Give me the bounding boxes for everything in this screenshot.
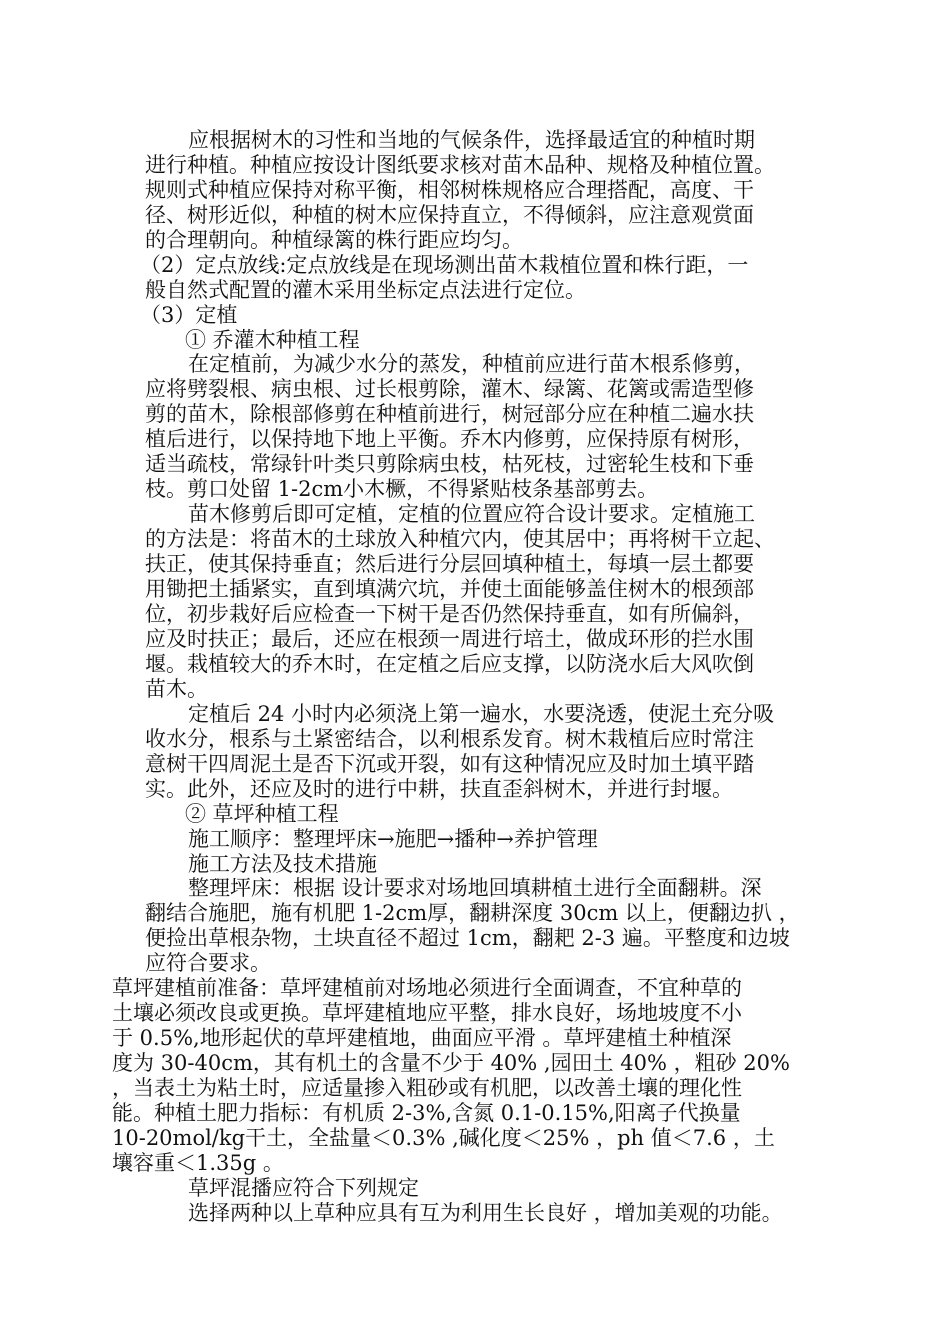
paragraph-line: 收水分，根系与土紧密结合，以利根系发育。树木栽植后应时常注 bbox=[145, 727, 754, 751]
paragraph-line: 意树干四周泥土是否下沉或开裂，如有这种情况应及时加土填平踏 bbox=[145, 752, 754, 776]
paragraph-line: 在定植前，为减少水分的蒸发，种植前应进行苗木根系修剪， bbox=[188, 352, 755, 376]
paragraph-line: 扶正，使其保持垂直；然后进行分层回填种植土，每填一层土都要 bbox=[145, 552, 754, 576]
paragraph-line: 于 0.5%,地形起伏的草坪建植地，曲面应平滑 。草坪建植土种植深 bbox=[112, 1026, 732, 1050]
paragraph-line: 适当疏枝，常绿针叶类只剪除病虫枝，枯死枝，过密轮生枝和下垂 bbox=[145, 452, 754, 476]
paragraph-line: 翻结合施肥，施有机肥 1-2cm厚，翻耕深度 30cm 以上，便翻边扒 ， bbox=[145, 901, 800, 925]
paragraph-line: 苗木修剪后即可定植，定植的位置应符合设计要求。定植施工 bbox=[188, 502, 755, 526]
paragraph-line: 10-20mol/kg干土，全盐量＜0.3% ,碱化度＜25% ，ph 值＜7.6 ，土 bbox=[112, 1126, 775, 1150]
paragraph-line: 壤容重＜1.35g 。 bbox=[112, 1151, 284, 1175]
paragraph-line: 实。此外，还应及时的进行中耕，扶直歪斜树木，并进行封堰。 bbox=[145, 777, 733, 801]
paragraph-line: 应根据树木的习性和当地的气候条件，选择最适宜的种植时期 bbox=[188, 128, 755, 152]
section-heading-line: （2）定点放线:定点放线是在现场测出苗木栽植位置和株行距，一 bbox=[140, 253, 749, 277]
subsection-heading: ① 乔灌木种植工程 bbox=[185, 328, 360, 352]
paragraph-line: 选择两种以上草种应具有互为利用生长良好 ，增加美观的功能。 bbox=[188, 1201, 783, 1225]
paragraph-line: 土壤必须改良或更换。草坪建植地应平整，排水良好，场地坡度不小 bbox=[112, 1001, 742, 1025]
paragraph-line: 草坪建植前准备：草坪建植前对场地必须进行全面调查，不宜种草的 bbox=[112, 976, 742, 1000]
paragraph-line: 草坪混播应符合下列规定 bbox=[188, 1176, 419, 1200]
paragraph-line: 堰。栽植较大的乔木时，在定植之后应支撑，以防浇水后大风吹倒 bbox=[145, 652, 754, 676]
paragraph-line: 的合理朝向。种植绿篱的株行距应均匀。 bbox=[145, 228, 523, 252]
paragraph-line: 施工方法及技术措施 bbox=[188, 852, 377, 876]
paragraph-line: 便捡出草根杂物，土块直径不超过 1cm，翻耙 2-3 遍。平整度和边坡 bbox=[145, 926, 790, 950]
paragraph-line: 度为 30-40cm，其有机土的含量不少于 40% ,园田土 40% ，粗砂 20% bbox=[112, 1051, 790, 1075]
paragraph-line: 进行种植。种植应按设计图纸要求核对苗木品种、规格及种植位置。 bbox=[145, 153, 775, 177]
section-heading: （3）定植 bbox=[140, 303, 238, 327]
paragraph-line: ，当表土为粘土时，应适量掺入粗砂或有机肥，以改善土壤的理化性 bbox=[112, 1076, 742, 1100]
paragraph-line: 剪的苗木，除根部修剪在种植前进行，树冠部分应在种植二遍水扶 bbox=[145, 402, 754, 426]
paragraph-line: 能。种植土肥力指标：有机质 2-3%,含氮 0.1-0.15%,阳离子代换量 bbox=[112, 1101, 741, 1125]
paragraph-line: 枝。剪口处留 1-2cm小木橛，不得紧贴枝条基部剪去。 bbox=[145, 477, 659, 501]
paragraph-line: 位，初步栽好后应检查一下树干是否仍然保持垂直，如有所偏斜， bbox=[145, 602, 754, 626]
subsection-heading: ② 草坪种植工程 bbox=[185, 802, 339, 826]
paragraph-line: 应符合要求。 bbox=[145, 951, 271, 975]
paragraph-line: 应将劈裂根、病虫根、过长根剪除，灌木、绿篱、花篱或需造型修 bbox=[145, 377, 754, 401]
paragraph-line: 规则式种植应保持对称平衡，相邻树株规格应合理搭配，高度、干 bbox=[145, 178, 754, 202]
paragraph-line: 苗木。 bbox=[145, 677, 208, 701]
paragraph-line: 用锄把土插紧实，直到填满穴坑，并使土面能够盖住树木的根颈部 bbox=[145, 577, 754, 601]
paragraph-line: 应及时扶正；最后，还应在根颈一周进行培土，做成环形的拦水围 bbox=[145, 627, 754, 651]
paragraph-line: 植后进行，以保持地下地上平衡。乔木内修剪，应保持原有树形， bbox=[145, 427, 754, 451]
paragraph-line: 整理坪床：根据 设计要求对场地回填耕植土进行全面翻耕。深 bbox=[188, 876, 762, 900]
paragraph-line: 定植后 24 小时内必须浇上第一遍水，水要浇透，使泥土充分吸 bbox=[188, 702, 775, 726]
paragraph-line: 般自然式配置的灌木采用坐标定点法进行定位。 bbox=[145, 278, 586, 302]
paragraph-line: 施工顺序：整理坪床→施肥→播种→养护管理 bbox=[188, 827, 598, 851]
paragraph-line: 的方法是：将苗木的土球放入种植穴内，使其居中；再将树干立起、 bbox=[145, 527, 775, 551]
paragraph-line: 径、树形近似，种植的树木应保持直立，不得倾斜，应注意观赏面 bbox=[145, 203, 754, 227]
